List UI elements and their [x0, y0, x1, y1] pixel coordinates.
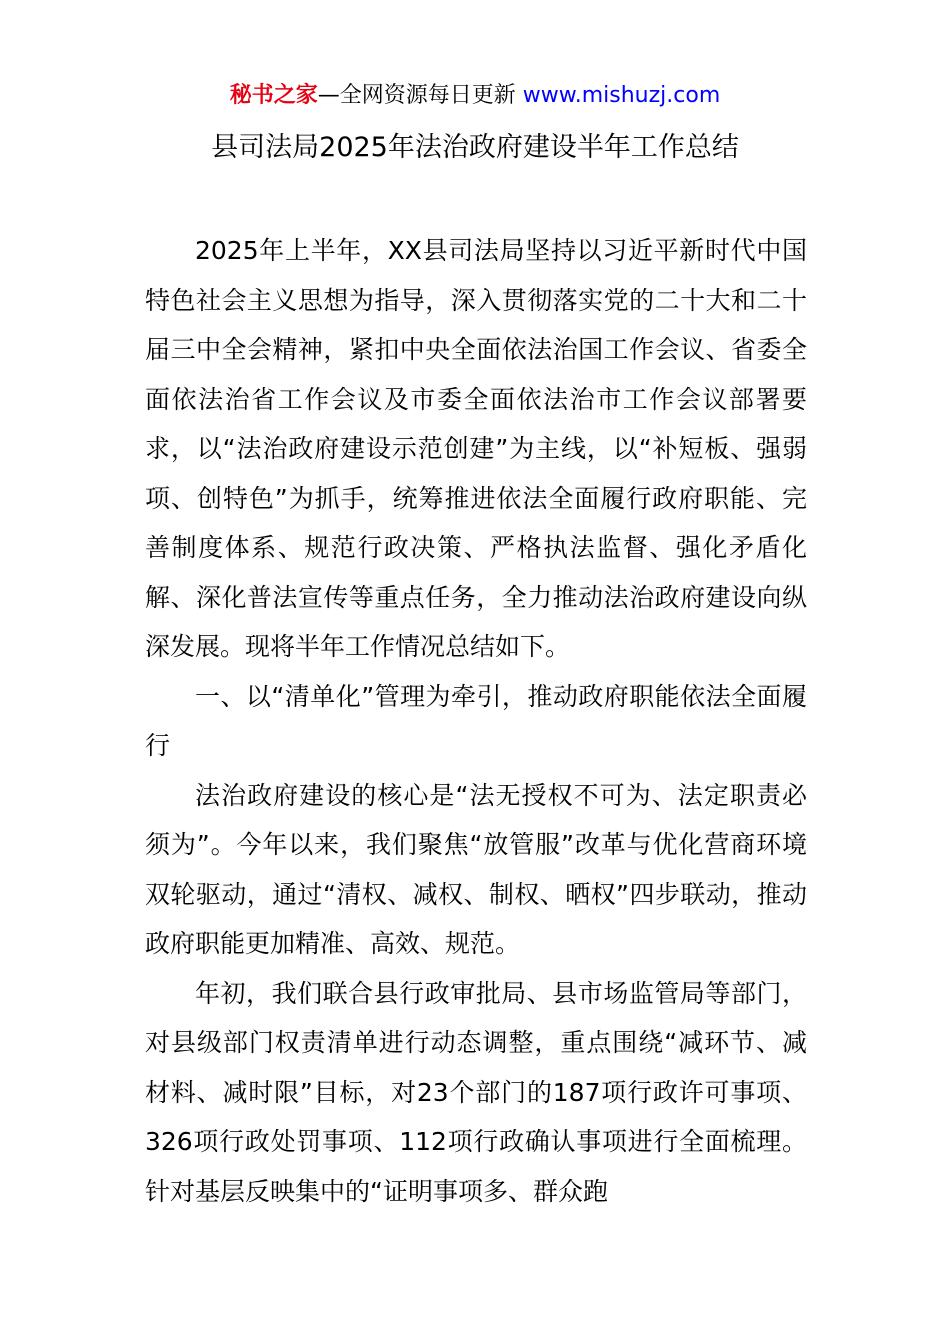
document-body	[145, 226, 807, 1216]
site-brand: 秘书之家	[229, 83, 318, 108]
paragraph-section-1-lead: 法治政府建设的核心是“法无授权不可为、法定职责必须为”。今年以来，我们聚焦“放管服”改革与优化营商环境双轮驱动，通过“清权、减权、制权、晒权”四步联动，推动政府职能更加精准、高效、规范。	[145, 780, 807, 958]
document-title: 县司法局2025年法治政府建设半年工作总结	[211, 132, 739, 163]
site-tagline: —全网资源每日更新	[317, 83, 523, 108]
section-heading-1: 一、以“清单化”管理为牵引，推动政府职能依法全面履行	[145, 681, 807, 760]
paragraph-intro: 2025年上半年，XX县司法局坚持以习近平新时代中国特色社会主义思想为指导，深入贯彻落实党的二十大和二十届三中全会精神，紧扣中央全面依法治国工作会议、省委全面依法治省工作会议及市委全面依法治市工作会议部署要求，以“法治政府建设示范创建”为主线，以“补短板、强弱项、创特色”为抓手，统筹推进依法全面履行政府职能、完善制度体系、规范行政决策、严格执法监督、强化矛盾化解、深化普法宣传等重点任务，全力推动法治政府建设向纵深发展。现将半年工作情况总结如下。	[145, 236, 807, 661]
site-header	[0, 80, 950, 112]
paragraph-section-1-detail: 年初，我们联合县行政审批局、县市场监管局等部门，对县级部门权责清单进行动态调整，重点围绕“减环节、减材料、减时限”目标，对23个部门的187项行政许可事项、326项行政处罚事项、112项行政确认事项进行全面梳理。针对基层反映集中的“证明事项多、群众跑	[145, 978, 807, 1206]
site-url-link[interactable]: www.mishuzj.com	[522, 83, 721, 108]
